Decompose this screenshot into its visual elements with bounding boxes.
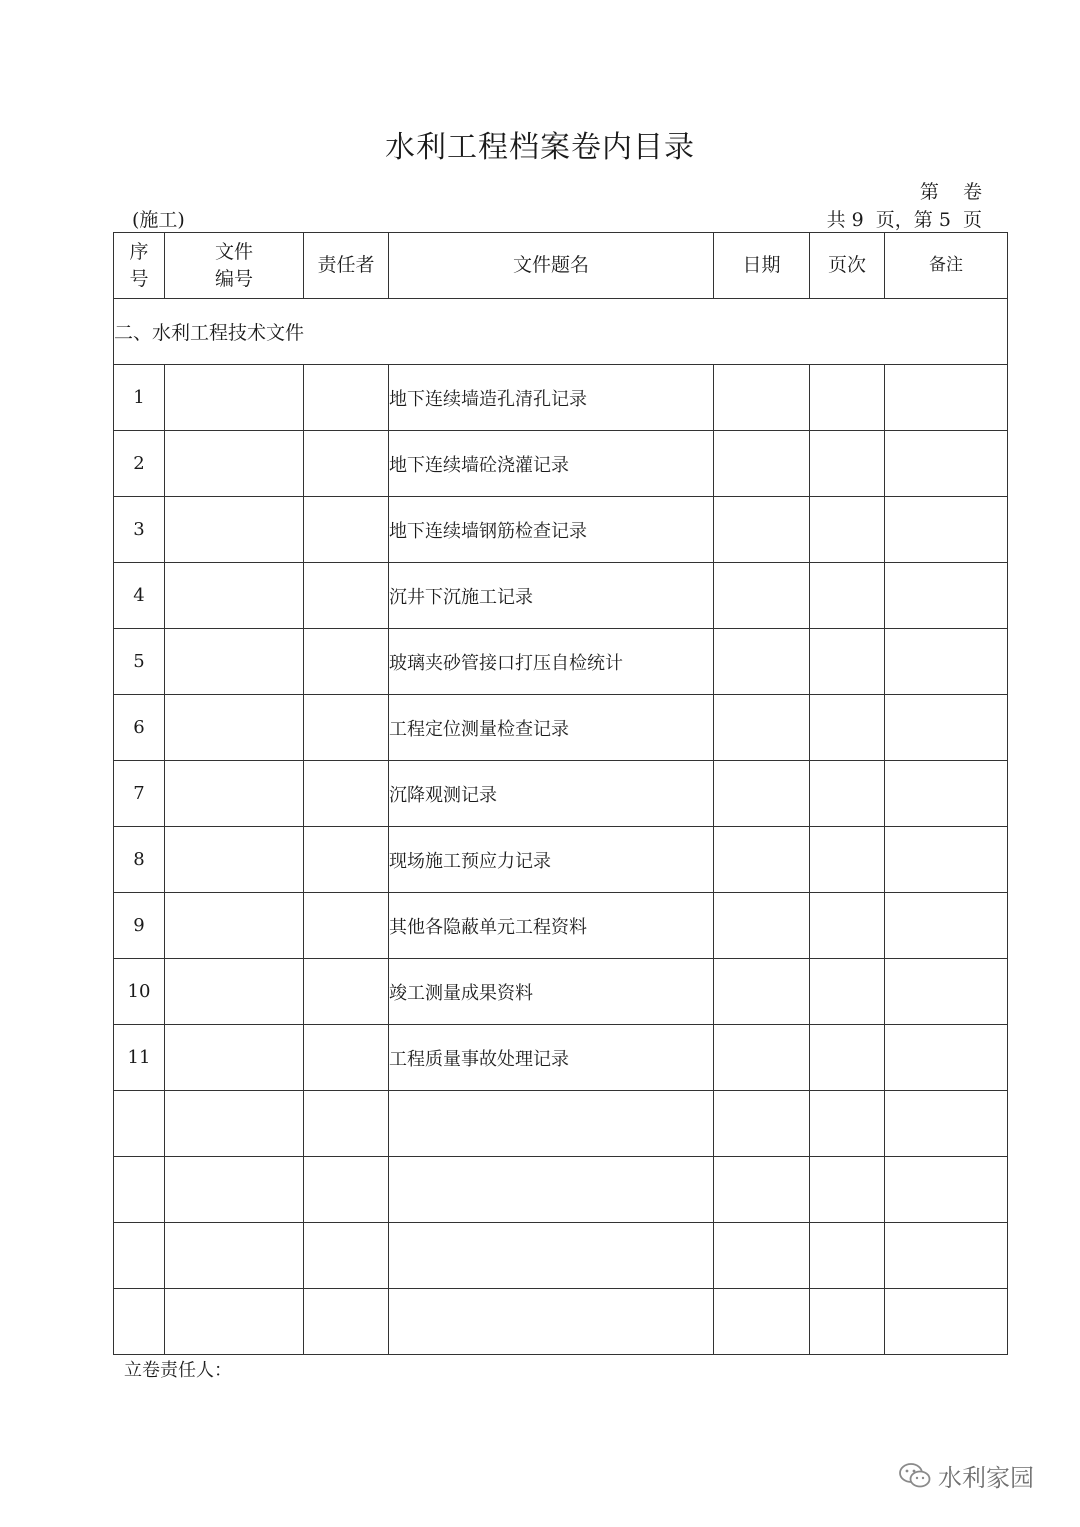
row-doc-no [165,827,304,893]
unit-label: (施工) [132,209,185,231]
row-title [389,1091,714,1157]
row-remark [885,959,1008,1025]
table-row [114,1223,1008,1289]
row-date [714,761,810,827]
row-page [810,365,885,431]
table-row [114,761,1008,827]
row-seq [114,1157,165,1223]
row-responsible [304,431,389,497]
table-row [114,431,1008,497]
header-row [114,233,1008,299]
table-row [114,827,1008,893]
row-doc-no [165,629,304,695]
row-remark [885,893,1008,959]
row-remark [885,695,1008,761]
section-row [114,299,1008,365]
row-title: 竣工测量成果资料 [389,959,714,1025]
row-responsible [304,893,389,959]
row-seq [114,1289,165,1355]
watermark [898,1458,1034,1493]
row-date [714,1157,810,1223]
row-page [810,959,885,1025]
row-seq: 11 [114,1025,165,1091]
row-title: 地下连续墙钢筋检查记录 [389,497,714,563]
row-title [389,1289,714,1355]
row-responsible [304,1091,389,1157]
row-responsible [304,1157,389,1223]
row-page [810,695,885,761]
row-remark [885,1223,1008,1289]
row-seq: 3 [114,497,165,563]
row-remark [885,563,1008,629]
header-page: 页次 [810,233,885,299]
row-page [810,1157,885,1223]
row-date [714,1025,810,1091]
row-title: 工程质量事故处理记录 [389,1025,714,1091]
header-date: 日期 [714,233,810,299]
row-title [389,1157,714,1223]
row-page [810,1025,885,1091]
row-title: 沉降观测记录 [389,761,714,827]
row-remark [885,365,1008,431]
row-date [714,563,810,629]
row-responsible [304,761,389,827]
row-doc-no [165,431,304,497]
row-page [810,431,885,497]
row-remark [885,827,1008,893]
catalog-table [113,232,1008,1355]
row-doc-no [165,893,304,959]
row-remark [885,1091,1008,1157]
row-remark [885,1289,1008,1355]
table-row [114,365,1008,431]
row-page [810,497,885,563]
table-row [114,1025,1008,1091]
header-doc-no: 文件 编号 [165,233,304,299]
row-date [714,1289,810,1355]
row-date [714,629,810,695]
row-remark [885,629,1008,695]
page-info: 共 9 页，第 5 页 [826,209,982,231]
volume-label: 第 卷 [919,181,982,203]
row-responsible [304,1025,389,1091]
row-page [810,563,885,629]
row-seq: 7 [114,761,165,827]
filer-label: 立卷责任人： [124,1360,232,1381]
table-row [114,497,1008,563]
header-responsible: 责任者 [304,233,389,299]
table-row [114,893,1008,959]
row-seq: 9 [114,893,165,959]
row-remark [885,1025,1008,1091]
row-page [810,629,885,695]
row-seq: 2 [114,431,165,497]
row-doc-no [165,497,304,563]
row-date [714,1091,810,1157]
row-seq: 10 [114,959,165,1025]
row-remark [885,497,1008,563]
row-doc-no [165,1025,304,1091]
row-seq: 1 [114,365,165,431]
row-doc-no [165,1157,304,1223]
row-title: 工程定位测量检查记录 [389,695,714,761]
table-row [114,629,1008,695]
table-row [114,1091,1008,1157]
row-date [714,1223,810,1289]
row-page [810,893,885,959]
row-seq [114,1223,165,1289]
row-doc-no [165,563,304,629]
row-remark [885,761,1008,827]
row-responsible [304,827,389,893]
row-page [810,827,885,893]
row-title: 地下连续墙砼浇灌记录 [389,431,714,497]
row-seq: 5 [114,629,165,695]
row-page [810,1289,885,1355]
row-responsible [304,497,389,563]
row-doc-no [165,1289,304,1355]
row-page [810,761,885,827]
row-date [714,827,810,893]
row-title: 其他各隐蔽单元工程资料 [389,893,714,959]
page-title: 水利工程档案卷内目录 [385,130,695,165]
row-doc-no [165,695,304,761]
row-date [714,893,810,959]
row-responsible [304,695,389,761]
row-responsible [304,1289,389,1355]
row-seq: 6 [114,695,165,761]
table-row [114,695,1008,761]
section-title: 二、水利工程技术文件 [114,299,1008,365]
row-date [714,365,810,431]
watermark-text: 水利家园 [938,1464,1034,1492]
row-remark [885,431,1008,497]
row-doc-no [165,1223,304,1289]
row-date [714,431,810,497]
header-seq: 序 号 [114,233,165,299]
row-title [389,1223,714,1289]
row-title: 现场施工预应力记录 [389,827,714,893]
row-date [714,695,810,761]
row-page [810,1091,885,1157]
row-title: 玻璃夹砂管接口打压自检统计 [389,629,714,695]
table-row [114,563,1008,629]
row-responsible [304,563,389,629]
row-responsible [304,365,389,431]
row-responsible [304,1223,389,1289]
row-date [714,497,810,563]
table-row [114,959,1008,1025]
row-date [714,959,810,1025]
row-doc-no [165,761,304,827]
row-page [810,1223,885,1289]
row-doc-no [165,1091,304,1157]
row-responsible [304,629,389,695]
row-seq [114,1091,165,1157]
wechat-icon [898,1462,932,1490]
row-title: 地下连续墙造孔清孔记录 [389,365,714,431]
header-doc-title: 文件题名 [389,233,714,299]
row-seq: 4 [114,563,165,629]
row-title: 沉井下沉施工记录 [389,563,714,629]
row-remark [885,1157,1008,1223]
row-seq: 8 [114,827,165,893]
row-doc-no [165,365,304,431]
header-remark: 备注 [885,233,1008,299]
table-row [114,1157,1008,1223]
row-responsible [304,959,389,1025]
row-doc-no [165,959,304,1025]
table-row [114,1289,1008,1355]
